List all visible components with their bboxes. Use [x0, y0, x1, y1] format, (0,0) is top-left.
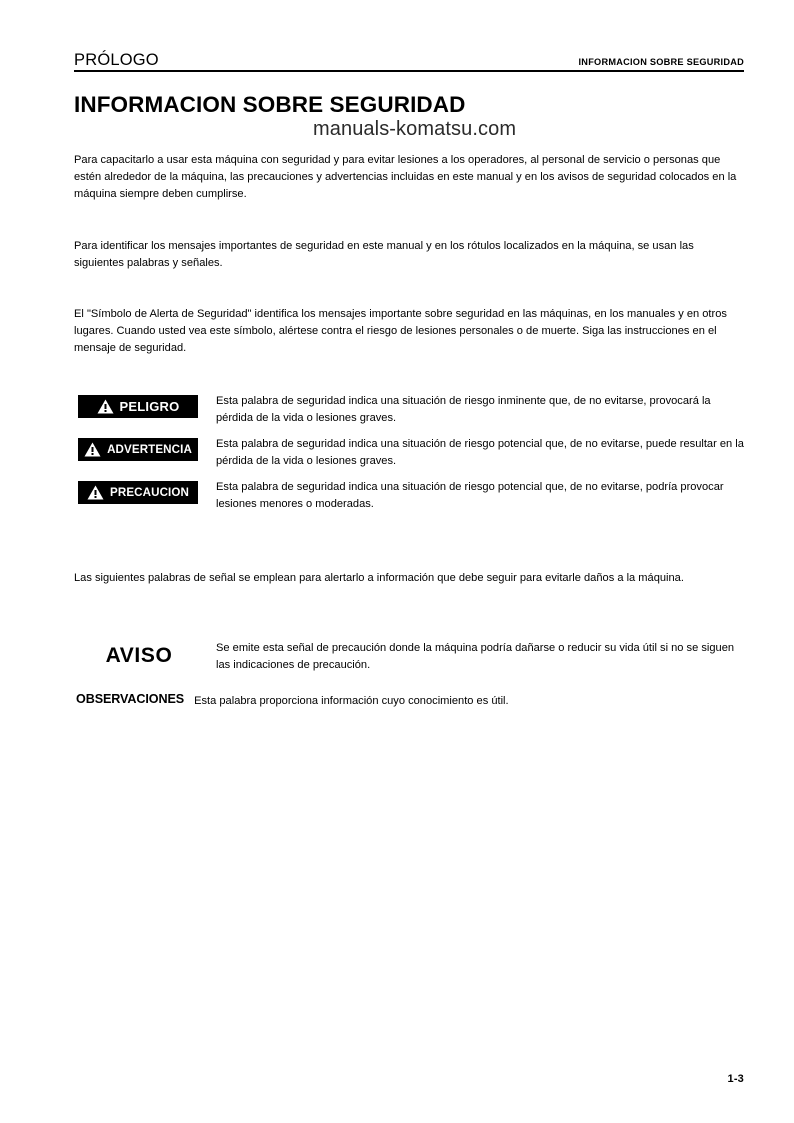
watermark: manuals-komatsu.com — [313, 118, 517, 140]
warning-triangle-icon — [97, 399, 114, 414]
signal-badge-label: PRECAUCION — [110, 485, 189, 499]
signal-badge-warning — [78, 438, 198, 461]
aviso-label: AVISO — [105, 644, 173, 667]
header-section-title: PRÓLOGO — [74, 51, 159, 69]
page-number: 1-3 — [727, 1073, 744, 1085]
signal-badge-caution — [78, 481, 198, 504]
page-title: INFORMACION SOBRE SEGURIDAD — [74, 92, 466, 117]
signal-description: Esta palabra de seguridad indica una situación de riesgo potencial que, de no evitarse, puede resultar en la pérdida de la vida o lesiones graves. — [216, 438, 744, 468]
signal-badge-danger — [78, 395, 198, 418]
body-paragraph-1: Para capacitarlo a usar esta máquina con seguridad y para evitar lesiones a los operadores, al personal de servicio o personas que estén alrededor de la máquina, las precauciones y advertencias incluidas en este manual y en los avisos de seguridad colocados en la máquina siempre deben cumplirse. — [74, 154, 737, 201]
observaciones-label: OBSERVACIONES — [76, 692, 185, 706]
body-paragraph-4: Las siguientes palabras de señal se emplean para alertarlo a información que debe seguir para evitarle daños a la máquina. — [74, 572, 684, 584]
body-paragraph-3: El "Símbolo de Alerta de Seguridad" identifica los mensajes importante sobre seguridad en las máquinas, en los manuales y en otros lugares. Cuando usted vea este símbolo, alértese contra el riesgo de lesiones personales o de muerte. Siga las instrucciones en el mensaje de seguridad. — [74, 308, 727, 355]
warning-triangle-icon — [84, 442, 101, 457]
signal-word-row — [78, 436, 746, 470]
signal-word-row — [78, 393, 746, 427]
signal-badge-label: PELIGRO — [119, 399, 180, 414]
body-paragraph-2: Para identificar los mensajes importantes de seguridad en este manual y en los rótulos localizados en la máquina, se usan las siguientes palabras y señales. — [74, 240, 694, 270]
notice-row-aviso — [78, 640, 746, 674]
aviso-description: Se emite esta señal de precaución donde la máquina podría dañarse o reducir su vida útil si no se siguen las indicaciones de precaución. — [216, 642, 735, 672]
header-chapter-title: INFORMACION SOBRE SEGURIDAD — [578, 57, 744, 68]
notice-row-observaciones — [76, 692, 746, 710]
signal-description: Esta palabra de seguridad indica una situación de riesgo inminente que, de no evitarse, provocará la pérdida de la vida o lesiones graves. — [216, 395, 711, 425]
signal-word-row — [78, 479, 746, 513]
signal-description: Esta palabra de seguridad indica una situación de riesgo potencial que, de no evitarse, podría provocar lesiones menores o moderadas. — [216, 481, 724, 511]
running-header — [74, 52, 744, 72]
warning-triangle-icon — [87, 485, 104, 500]
observaciones-description: Esta palabra proporciona información cuyo conocimiento es útil. — [194, 695, 509, 707]
signal-badge-label: ADVERTENCIA — [107, 442, 192, 456]
